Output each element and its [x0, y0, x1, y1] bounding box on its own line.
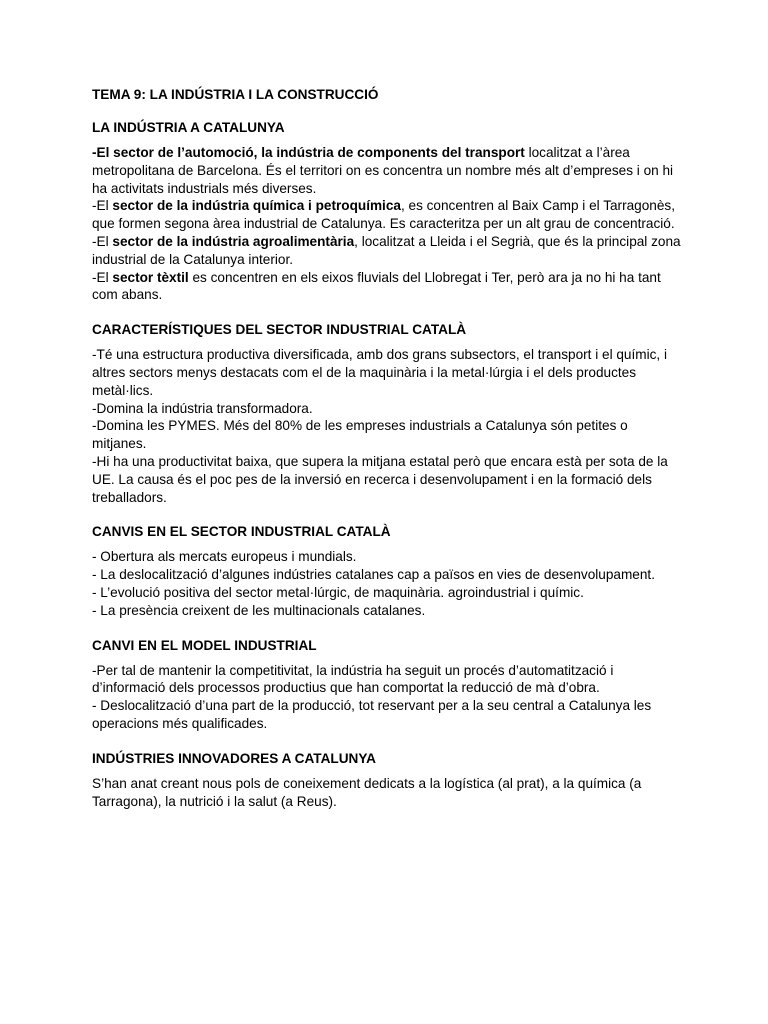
paragraph-text: es concentren en els eixos fluvials del Llobregat i Ter, però ara ja no hi ha tant com abans.	[92, 269, 661, 303]
paragraph-text: , es concentren al Baix Camp i el Tarragonès, que formen segona àrea industrial de Catalunya. Es caracteritza per un alt grau de concentració.	[92, 198, 675, 232]
section-heading: CANVI EN EL MODEL INDUSTRIAL	[92, 637, 317, 653]
document-title: TEMA 9: LA INDÚSTRIA I LA CONSTRUCCIÓ	[92, 87, 379, 102]
lead-dash: -El	[92, 145, 114, 160]
list-item: - L’evolució positiva del sector metal·lúrgic, de maquinària. agroindustrial i químic.	[92, 584, 584, 600]
list-item: -Domina la indústria transformadora.	[92, 400, 313, 416]
section-heading: CANVIS EN EL SECTOR INDUSTRIAL CATALÀ	[92, 524, 391, 540]
paragraph-textile	[92, 269, 682, 305]
list-item: -Té una estructura productiva diversificada, amb dos grans subsectors, el transport i el químic, i altres sectors menys destacats com el de la maquinària i la metal·lúrgia i el dels productes metàl·lics.	[92, 347, 667, 398]
list-item: - La deslocalització d’algunes indústries catalanes cap a països en vies de desenvolupament.	[92, 567, 655, 583]
section-heading: CARACTERÍSTIQUES DEL SECTOR INDUSTRIAL CATALÀ	[92, 322, 467, 338]
paragraph-text: localitzat a l’àrea metropolitana de Barcelona. És el territori on es concentra un nombre més alt d’empreses i on hi ha activitats industrials més diverses.	[92, 145, 674, 196]
list-item: - La presència creixent de les multinacionals catalanes.	[92, 602, 426, 618]
bold-term: sector de la indústria agroalimentària	[112, 233, 355, 249]
lead-dash: -El	[92, 198, 113, 214]
bold-term: sector de la indústria química i petroquímica	[112, 198, 401, 214]
section-heading: LA INDÚSTRIA A CATALUNYA	[92, 120, 285, 135]
paragraph-automotive	[92, 144, 682, 197]
section-characteristics	[92, 320, 682, 506]
section-heading: INDÚSTRIES INNOVADORES A CATALUNYA	[92, 750, 376, 766]
section-innovative-industries	[92, 749, 682, 811]
bold-term: sector de l’automoció, la indústria de components del transport	[113, 145, 525, 160]
list-item: - Obertura als mercats europeus i mundials.	[92, 549, 357, 565]
paragraph-text: S’han anat creant nous pols de coneixement dedicats a la logística (al prat), a la química (a Tarragona), la nutrició i la salut (a Reus).	[92, 775, 642, 809]
list-item: -Per tal de mantenir la competitivitat, la indústria ha seguit un procés d’automatització i d’informació dels processos productius que han comportat la reducció de mà d’obra.	[92, 662, 614, 696]
lead-dash: -El	[92, 269, 113, 285]
paragraph-text: , localitzat a Lleida i el Segrià, que és la principal zona industrial de la Catalunya interior.	[92, 233, 681, 267]
bold-term: sector tèxtil	[112, 269, 189, 285]
list-item: -Hi ha una productivitat baixa, que supera la mitjana estatal però que encara està per sota de la UE. La causa és el poc pes de la inversió en recerca i desenvolupament i en la formació dels treballadors.	[92, 453, 668, 505]
section-changes	[92, 522, 682, 619]
list-item: -Domina les PYMES. Més del 80% de les empreses industrials a Catalunya són petites o mitjanes.	[92, 418, 628, 452]
document-body	[92, 85, 682, 826]
section-industrial-model	[92, 636, 682, 733]
section-industry-catalonia	[92, 118, 682, 304]
paragraph-chemical	[92, 197, 682, 233]
paragraph-agrifood	[92, 233, 682, 269]
list-item: - Deslocalització d’una part de la producció, tot reservant per a la seu central a Catalunya les operacions més qualificades.	[92, 698, 652, 731]
lead-dash: -El	[92, 233, 113, 249]
